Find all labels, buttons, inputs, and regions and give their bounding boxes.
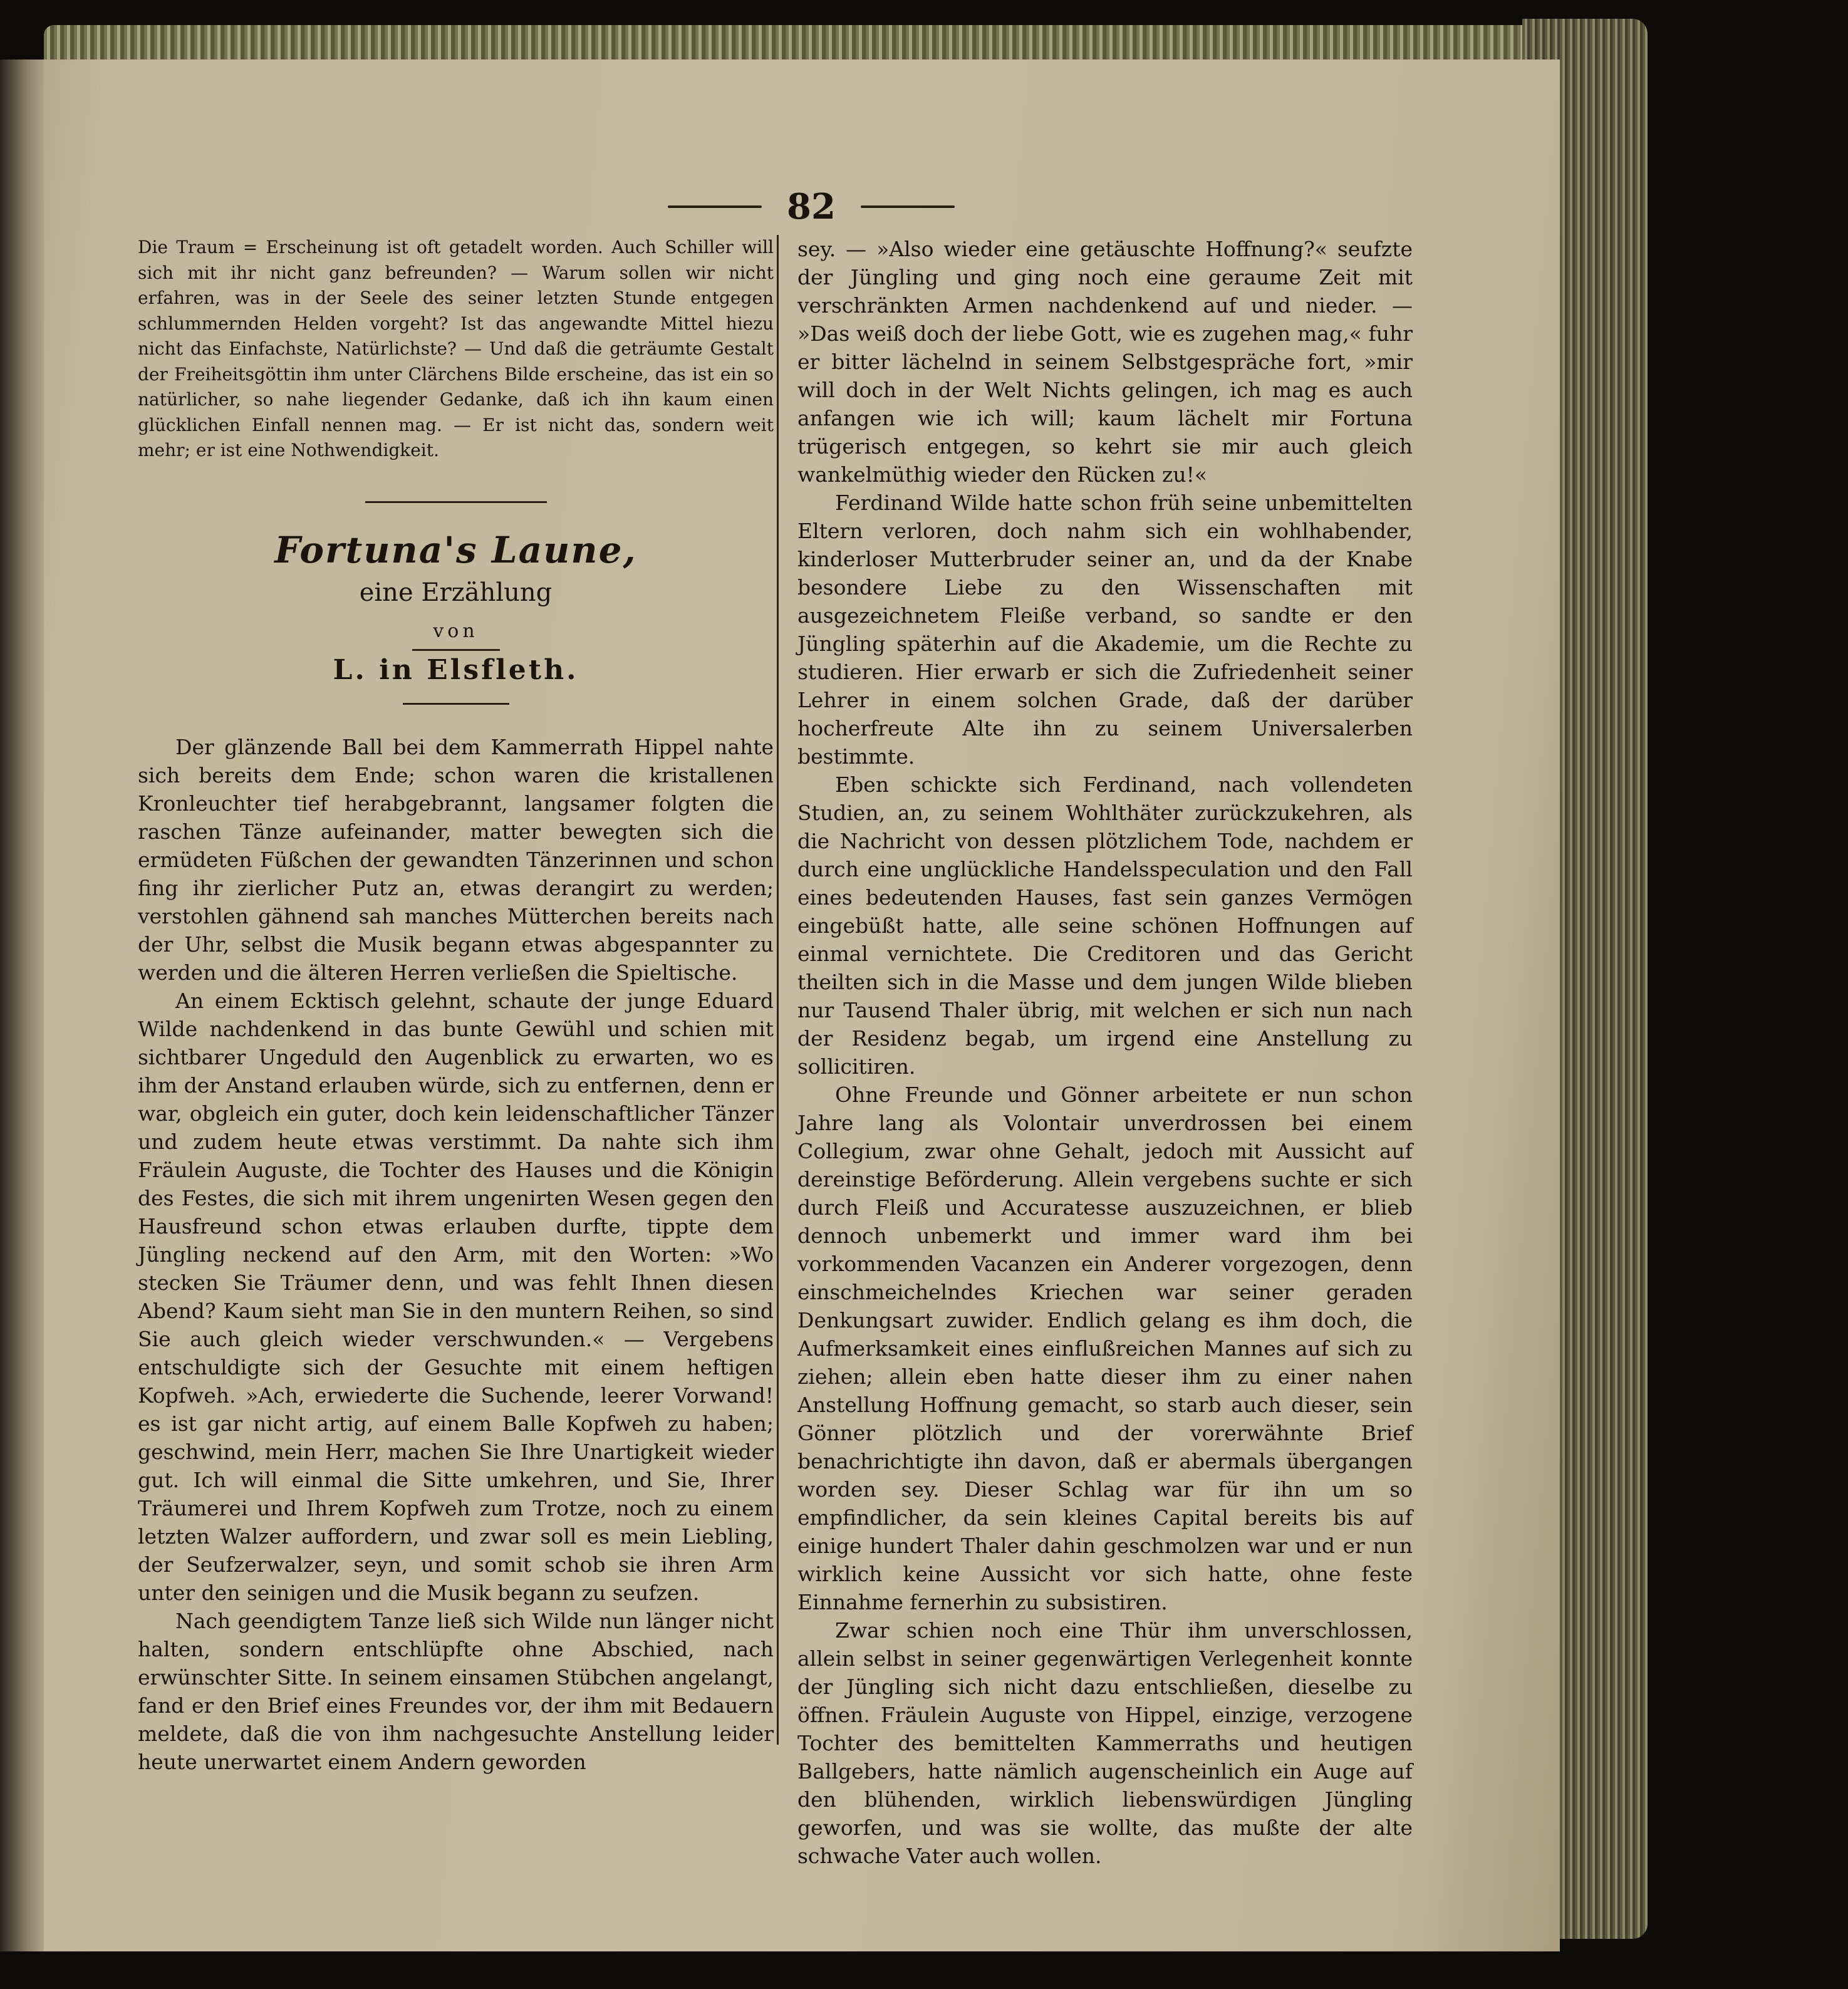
- byline-von: von: [433, 620, 479, 642]
- header-rule-left: [668, 205, 762, 208]
- paragraph: Der glänzende Ball bei dem Kammerrath Hippel nahte sich bereits dem Ende; schon waren die kristallenen Kronleuchter tief herabgebrannt, langsamer folgten die raschen Tänze aufeinander, matter bewegten sich die ermüdeten Füßchen der gewandten Tänzerinnen und schon fing ihr zierlicher Putz an, etwas derangirt zu werden; verstohlen gähnend sah manches Mütterchen bereits nach der Uhr, selbst die Musik begann etwas abgespannter zu werden und die älteren Herren verließen die Spieltische.: [138, 734, 774, 985]
- section-divider: [365, 501, 547, 503]
- title-divider: [403, 703, 509, 705]
- paragraph: Nach geendigtem Tanze ließ sich Wilde nun länger nicht halten, sondern entschlüpfte ohne Abschied, nach erwünschter Sitte. In seinem einsamen Stübchen angelangt, fand er den Brief eines Freundes vor, der ihm mit Bedauern meldete, daß die von ihm nachgesuchte Anstellung leider heute unerwartet einem Andern geworden: [138, 1608, 774, 1774]
- page-header: [608, 185, 1015, 229]
- page-number: 82: [787, 186, 836, 227]
- story-subtitle: eine Erzählung: [359, 578, 553, 607]
- facing-page-edge: [0, 60, 45, 1951]
- paragraph: Ohne Freunde und Gönner arbeitete er nun schon Jahre lang als Volontair unverdrossen bei einem Collegium, zwar ohne Gehalt, jedoch mit Aussicht auf dereinstige Beförderung. Allein vergebens suchte er sich durch Fleiß und Accuratesse auszuzeichnen, er blieb dennoch unbemerkt und immer ward ihm bei vorkommenden Vacanzen ein Anderer vorgezogen, denn einschmeichelndes Kriechen war seiner geraden Denkungsart zuwider. Endlich gelang es ihm doch, die Aufmerksamkeit eines einflußreichen Mannes auf sich zu ziehen; allein eben hatte dieser ihm zu einer nahen Anstellung Hoffnung gemacht, so starb auch dieser, sein Gönner plötzlich und der vorerwähnte Brief benachrichtigte ihn davon, daß er abermals übergangen worden sey. Dieser Schlag war für ihn um so empfindlicher, da sein kleines Capital bereits bis auf einige hundert Thaler dahin geschmolzen war und er nun wirklich keine Aussicht vor sich hatte, ohne feste Einnahme fernerhin zu subsistiren.: [797, 1083, 1413, 1614]
- header-rule-right: [861, 205, 955, 208]
- byline-divider: [412, 649, 500, 651]
- story-title: Fortuna's Laune,: [274, 528, 637, 571]
- book-binding-top: [44, 25, 1560, 63]
- paragraph: Eben schickte sich Ferdinand, nach vollendeten Studien, an, zu seinem Wohlthäter zurückzukehren, als die Nachricht von dessen plötzlichem Tode, nachdem er durch eine unglückliche Handelsspeculation und den Fall eines bedeutenden Hauses, fast sein ganzes Vermögen eingebüßt hatte, alle seine schönen Hoffnungen auf einmal vernichtete. Die Creditoren und das Gericht theilten sich in die Masse und dem jungen Wilde blieben nur Tausend Thaler übrig, mit welchen er sich nun nach der Residenz begab, um irgend eine Anstellung zu sollicitiren.: [797, 772, 1413, 1079]
- footnote: Die Traum = Erscheinung ist oft getadelt worden. Auch Schiller will sich mit ihr nicht ganz befreunden? — Warum sollen wir nicht erfahren, was in der Seele des seiner letzten Stunde entgegen schlummernden Helden vorgeht? Ist das angewandte Mittel hiezu nicht das Einfachste, Natürlichste? — Und daß die geträumte Gestalt der Freiheitsgöttin ihm unter Clärchens Bilde erscheine, das ist ein so natürlicher, so nahe liegender Gedanke, daß ich ihn kaum einen glücklichen Einfall nennen mag. — Er ist nicht das, sondern weit mehr; er ist eine Nothwendigkeit.: [138, 237, 774, 460]
- paragraph: Zwar schien noch eine Thür ihm unverschlossen, allein selbst in seiner gegenwärtigen Verlegenheit konnte der Jüngling sich nicht dazu entschließen, dieselbe zu öffnen. Fräulein Auguste von Hippel, einzige, verzogene Tochter des bemittelten Kammerraths und heutigen Ballgebers, hatte nämlich augenscheinlich ein Auge auf den blühenden, wirklich liebenswürdigen Jüngling geworfen, und was sie wollte, das mußte der alte schwache Vater auch wollen.: [797, 1618, 1413, 1868]
- newspaper-page: [44, 60, 1560, 1951]
- paragraph: An einem Ecktisch gelehnt, schaute der junge Eduard Wilde nachdenkend in das bunte Gewühl und schien mit sichtbarer Ungeduld den Augenblick zu erwarten, wo es ihm der Anstand erlauben würde, sich zu entfernen, denn er war, obgleich ein guter, doch kein leidenschaftlicher Tänzer und zudem heute etwas verstimmt. Da nahte sich ihm Fräulein Auguste, die Tochter des Hauses und die Königin des Festes, die sich mit ihrem ungenirten Wesen gegen den Hausfreund schon etwas erlauben durfte, tippte dem Jüngling neckend auf den Arm, mit den Worten: »Wo stecken Sie Träumer denn, und was fehlt Ihnen diesen Abend? Kaum sieht man Sie in den muntern Reihen, so sind Sie auch gleich wieder verschwunden.« — Vergebens entschuldigte sich der Gesuchte mit einem heftigen Kopfweh. »Ach, erwiederte die Suchende, leerer Vorwand! es ist gar nicht artig, auf einem Balle Kopfweh zu haben; geschwind, mein Herr, machen Sie Ihre Unartigkeit wieder gut. Ich will einmal die Sitte umkehren, und Sie, Ihrer Träumerei und Ihrem Kopfweh zum Trotze, noch zu einem letzten Walzer auffordern, und zwar soll es mein Liebling, der Seufzerwalzer, seyn, und somit schob sie ihren Arm unter den seinigen und die Musik begann zu seufzen.: [138, 988, 774, 1605]
- paragraph: sey. — »Also wieder eine getäuschte Hoffnung?« seufzte der Jüngling und ging noch eine geraume Zeit mit verschränkten Armen nachdenkend auf und nieder. — »Das weiß doch der liebe Gott, wie es zugehen mag,« fuhr er bitter lächelnd in seinem Selbstgespräche fort, »mir will doch in der Welt Nichts gelingen, ich mag es auch anfangen wie ich will; kaum lächelt mir Fortuna trügerisch entgegen, so kehrt sie mir auch gleich wankelmüthig wieder den Rücken zu!«: [797, 237, 1413, 487]
- left-column: [138, 235, 774, 1776]
- right-column: [777, 235, 1413, 1868]
- story-author: L. in Elsfleth.: [333, 653, 579, 686]
- paragraph: Ferdinand Wilde hatte schon früh seine unbemittelten Eltern verloren, doch nahm sich ein wohlhabender, kinderloser Mutterbruder seiner an, und da der Knabe besondere Liebe zu den Wissenschaften mit ausgezeichnetem Fleiße verband, so sandte er den Jüngling späterhin auf die Akademie, um die Rechte zu studieren. Hier erwarb er sich die Zufriedenheit seiner Lehrer in einem solchen Grade, daß der darüber hocherfreute Alte ihn zu seinem Universalerben bestimmte.: [797, 491, 1413, 769]
